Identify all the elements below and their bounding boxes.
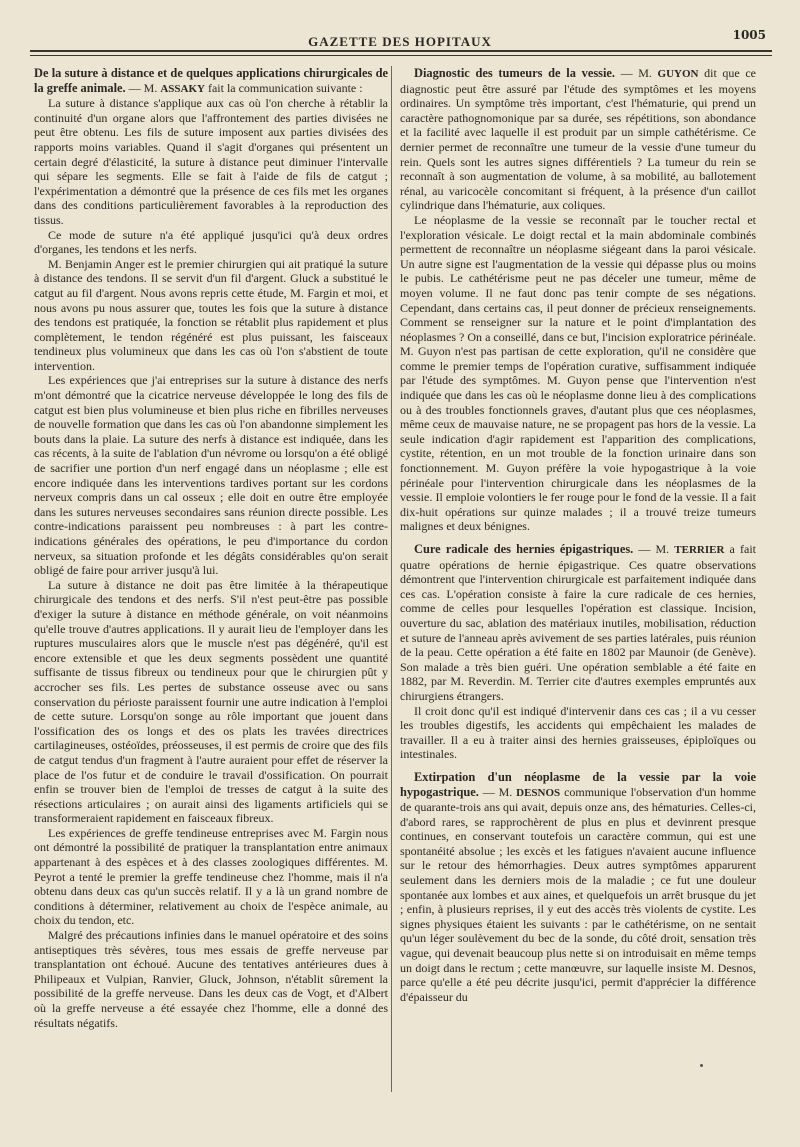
journal-title: GAZETTE DES HOPITAUX — [308, 34, 492, 49]
article-lead — [400, 770, 756, 1005]
page-header — [30, 28, 770, 62]
paragraph: Malgré des précautions infinies dans le manuel opératoire et des soins antiseptiques très sévères, tous mes essais de greffe nerveuse par transplantation ont échoué. Aucune des tentatives antérieures dues à Philipeaux et Vulpian, Ranvier, Gluck, Johnson, n'établit sûrement la possibilité de la greffe nerveuse. Dans les deux cas de Vogt, et d'Albert où la greffe nerveuse a été essayée chez l'homme, elle a donné des résultats négatifs. — [34, 928, 388, 1030]
author-intro: — M. — [478, 784, 517, 799]
lead-text: dit que ce diagnostic peut être assuré par l'étude des symptômes et les moyens ordinaires. Un symptôme très important, c'est l'hématurie, qui prend un caractère pathognomonique par sa durée, ses répétitions, son abondance et la facilité avec laquelle il est produit par un simple cathétérisme. Ce dernier permet de reconnaître une tumeur de la vessie d'une tumeur du rein. Quels sont les autres signes différentiels ? La tumeur du rein se reconnaît à son augmentation de volume, à sa mobilité, au ballotement rénal, au varicocèle concomitant si fréquent, à la présence d'un caillot cylindrique dans l'hématurie, aux coliques. — [400, 66, 757, 213]
paragraph: Le néoplasme de la vessie se reconnaît par le toucher rectal et l'exploration vésicale. Le doigt rectal et la main abdominale combinés permettent de reconnaître un néoplasme siégeant dans la paroi vésicale. Un autre signe est l'augmentation de la vessie qui dépasse plus ou moins le pubis. Le cathétérisme peut ne pas déceler une tumeur, même de moyen volume. Il ne faut donc pas tenir compte de ses négations. Cependant, dans certains cas, il peut donner de précieux renseignements. Comment se renseigner sur la nature et le point d'implantation des néoplasmes ? On a conseillé, dans ce but, l'incision exploratrice périnéale. M. Guyon n'est pas partisan de cette exploration, qu'il ne considère que comme le premier temps de l'opération curative, suffisamment indiquée par l'étude des symptômes. M. Guyon pense que l'intervention n'est indiquée que dans les cas où le néoplasme donne lieu à des complications ou à des troubles fonctionnels graves, d'autant plus que ces néoplasmes, même ceux de mauvaise nature, ne se propagent pas hors de la vessie. La seule indication d'agir rapidement est l'apparition des complications, cystite, rétention, en un mot trouble de la fonction urinaire dans son fonctionnement. M. Guyon préfère la voie hypogastrique à la voie périnéale pour l'intervention chirurgicale dans les néoplasmes de la vessie. Il emploie volontiers le fer rouge pour le fond de la vessie. Il a fait dix-huit opérations sur quinze malades ; il a trouvé treize tumeurs malignes et deux bénignes. — [400, 212, 756, 534]
article-author: GUYON — [657, 68, 699, 80]
article-title: Cure radicale des hernies épigastriques. — [414, 542, 634, 556]
page-number: 1005 — [732, 28, 766, 42]
paragraph: La suture à distance ne doit pas être limitée à la thérapeutique chirurgicale des tendons et des nerfs. S'il n'est peut-être pas possible d'exiger la suture à distance en méthode générale, on voit néanmoins qu'elle trouve d'autres applications. Il y aurait lieu de l'employer dans les ruptures musculaires alors que le muscle n'est pas dégénéré, qu'il est encore extensible et que les deux segments possèdent une quantité suffisante de tissus fibreux ou tendineux pour que le chirurgien pût y accrocher ses fils. Les pertes de substance osseuse avec ou sans conservation du périoste paraissent fournir une autre indication à l'emploi de cette suture. Lorsqu'on songe au rôle important que jouent dans l'ossification des os longs et des os plats les travées directrices cartilagineuses, ostéoïdes, préosseuses, il est permis de croire que des fils de catgut tendus d'un fragment à l'autre auraient pour effet de réserver la place de l'os futur et de conduire le travail d'ossification. On pourrait enfin se trouver bien de l'emploi de tresses de catgut à la suite des résections articulaires ; on aurait ainsi des ligaments artificiels qui se transformeraient rapidement en faisceaux fibreux. — [34, 577, 388, 826]
article-title: Diagnostic des tumeurs de la vessie. — [414, 66, 616, 80]
article-lead — [34, 66, 388, 96]
author-intro: — M. — [125, 80, 161, 95]
author-intro: — M. — [615, 66, 658, 80]
paragraph: M. Benjamin Anger est le premier chirurgien qui ait pratiqué la suture à distance des tendons. Il se servit d'un fil d'argent. Gluck a substitué le catgut au fil d'argent. Nous avons repris cette étude, M. Fargin et moi, et nous avons pu nous assurer que, toutes les fois que la suture à distance des tendons est pratiquée, la fonction se rétablit plus rapidement et plus complètement, le tendon régénéré est plus puissant, les faisceaux tendineux plus volumineux que dans les cas où l'on s'abstient de toute intervention. — [34, 256, 388, 373]
article-title: De la suture à distance et de quelques applications chirurgicales de la greffe animale. — [34, 66, 388, 95]
article-diagnostic-tumeurs-vessie — [400, 66, 756, 534]
print-speck — [700, 1064, 703, 1067]
lead-text: communique l'observation d'un homme de quarante-trois ans qui avait, depuis onze ans, des hématuries. Celles-ci, d'abord rares, se rapprochèrent de plus en plus et devinrent presque continues, en conservant toutefois un caractère commun, qui est une spontanéité absolue ; les excès et les fatigues n'avaient aucune influence sur le retour des hémorrhagies. Deux autres symptômes apparurent seulement dans les derniers mois de la maladie ; ce fut une douleur spontanée aux lombes et aux aines, et quelquefois un arrêt brusque du jet ; enfin, à plusieurs reprises, il y eut des accès très violents de cystite. Les signes physiques étaient les suivants : par le cathétérisme, on ne sentait qu'un léger soulèvement du bec de la sonde, du côté droit, sensation très vague, qui devenait beaucoup plus nette si on introduisait en même temps un doigt dans le rectum ; cette manœuvre, sur laquelle insiste M. Desnos, parce qu'elle a été peu décrite jusqu'ici, permit d'apprécier la différence d'épaisseur du — [400, 784, 756, 1004]
article-title: Extirpation d'un néoplasme de la vessie par la voie hypogastrique. — [400, 769, 756, 799]
left-column — [34, 66, 388, 1038]
article-extirpation-neoplasme — [400, 770, 756, 1005]
header-rule-thick — [30, 50, 772, 52]
paragraph: La suture à distance s'applique aux cas où l'on cherche à rétablir la continuité d'un organe alors que l'affrontement des parties divisées ne peut être obtenu. Les fils de suture imposent aux parties divisées des rapports moins variables. Quand il s'agit d'organes qui présentent un certain degré d'élasticité, la suture à distance peut diminuer l'intervalle qui sépare les segments. Elle se fait à l'aide de fils de catgut ; l'expérimentation a démontré que la présence de ces fils met les organes dans des conditions particulièrement favorables à la reproduction des tissus. — [34, 96, 388, 227]
article-lead — [400, 542, 756, 704]
author-intro: — M. — [633, 542, 675, 556]
lead-text: a fait quatre opérations de hernie épigastrique. Ces quatre observations démontrent que l'intervention chirurgicale est parfaitement indiquée dans ces cas. L'opération consiste à faire la cure radicale de ces hernies, comme de celles pour lesquelles l'opération est classique. Incision, ouverture du sac, ablation des matériaux inutiles, mobilisation, réduction et suture de l'anneau après avivement de ses parties latérales, puis réunion de la peau. Cette opération a été faite en 1802 par Maunoir (de Genève). Son malade a très bien guéri. Une opération semblable a été faite en 1882, par M. Reverdin. M. Terrier cite d'autres exemples empruntés aux chirurgiens étrangers. — [400, 542, 756, 703]
article-suture-a-distance — [34, 66, 388, 1030]
article-author: DESNOS — [516, 786, 561, 799]
right-column — [400, 66, 756, 1012]
paragraph: Les expériences que j'ai entreprises sur la suture à distance des nerfs m'ont démontré que la cicatrice nerveuse développée le long des fils de catgut est bien plus volumineuse et bien plus riche en fibrilles nerveuses de nouvelle formation que dans les cas où l'on abandonne simplement les bouts dans la plaie. La suture des nerfs à distance est indiquée, dans les cas récents, à la suite de l'ablation d'un névrome ou lorsqu'on a été obligé de sacrifier une portion d'un nerf engagé dans un néoplasme ; elle est encore indiquée dans les interventions tardives portant sur les cordons nerveux compris dans un cal osseux ; elle doit en outre être employée dans les sutures nerveuses secondaires sans réunion directe possible. Les contre-indications paraissent peu nombreuses : à part les contre-indications générales des opérations, le peu d'importance du cordon nerveux, sa situation profonde et les dégâts considérables qu'on serait obligé de faire pour arriver jusqu'à lui. — [34, 373, 388, 578]
header-rule-thin — [30, 55, 772, 56]
column-divider — [391, 66, 392, 1092]
article-author: ASSAKY — [160, 82, 205, 95]
paragraph: Ce mode de suture n'a été appliqué jusqu'ici qu'à deux ordres d'organes, les tendons et les nerfs. — [34, 227, 388, 257]
article-author: TERRIER — [674, 544, 725, 556]
paragraph: Les expériences de greffe tendineuse entreprises avec M. Fargin nous ont démontré la possibilité de pratiquer la transplantation entre animaux appartenant à des espèces et à des classes zoologiques différentes. M. Peyrot a tenté le premier la greffe tendineuse chez l'homme, mais il n'a obtenu dans deux cas qu'un succès relatif. Il y a là un grand nombre de conditions à déterminer, relativement au choix de l'espèce animale, au choix du tendon, etc. — [34, 825, 388, 928]
paragraph: Il croit donc qu'il est indiqué d'intervenir dans ces cas ; il a vu cesser les troubles digestifs, les accidents qui empêchaient les malades de travailler. Il a eu à traiter ainsi des hernies graisseuses, épiploïques ou intestinales. — [400, 703, 756, 762]
article-lead — [400, 66, 756, 213]
article-cure-hernies-epigastriques — [400, 542, 756, 762]
lead-text: fait la communication suivante : — [204, 80, 363, 95]
